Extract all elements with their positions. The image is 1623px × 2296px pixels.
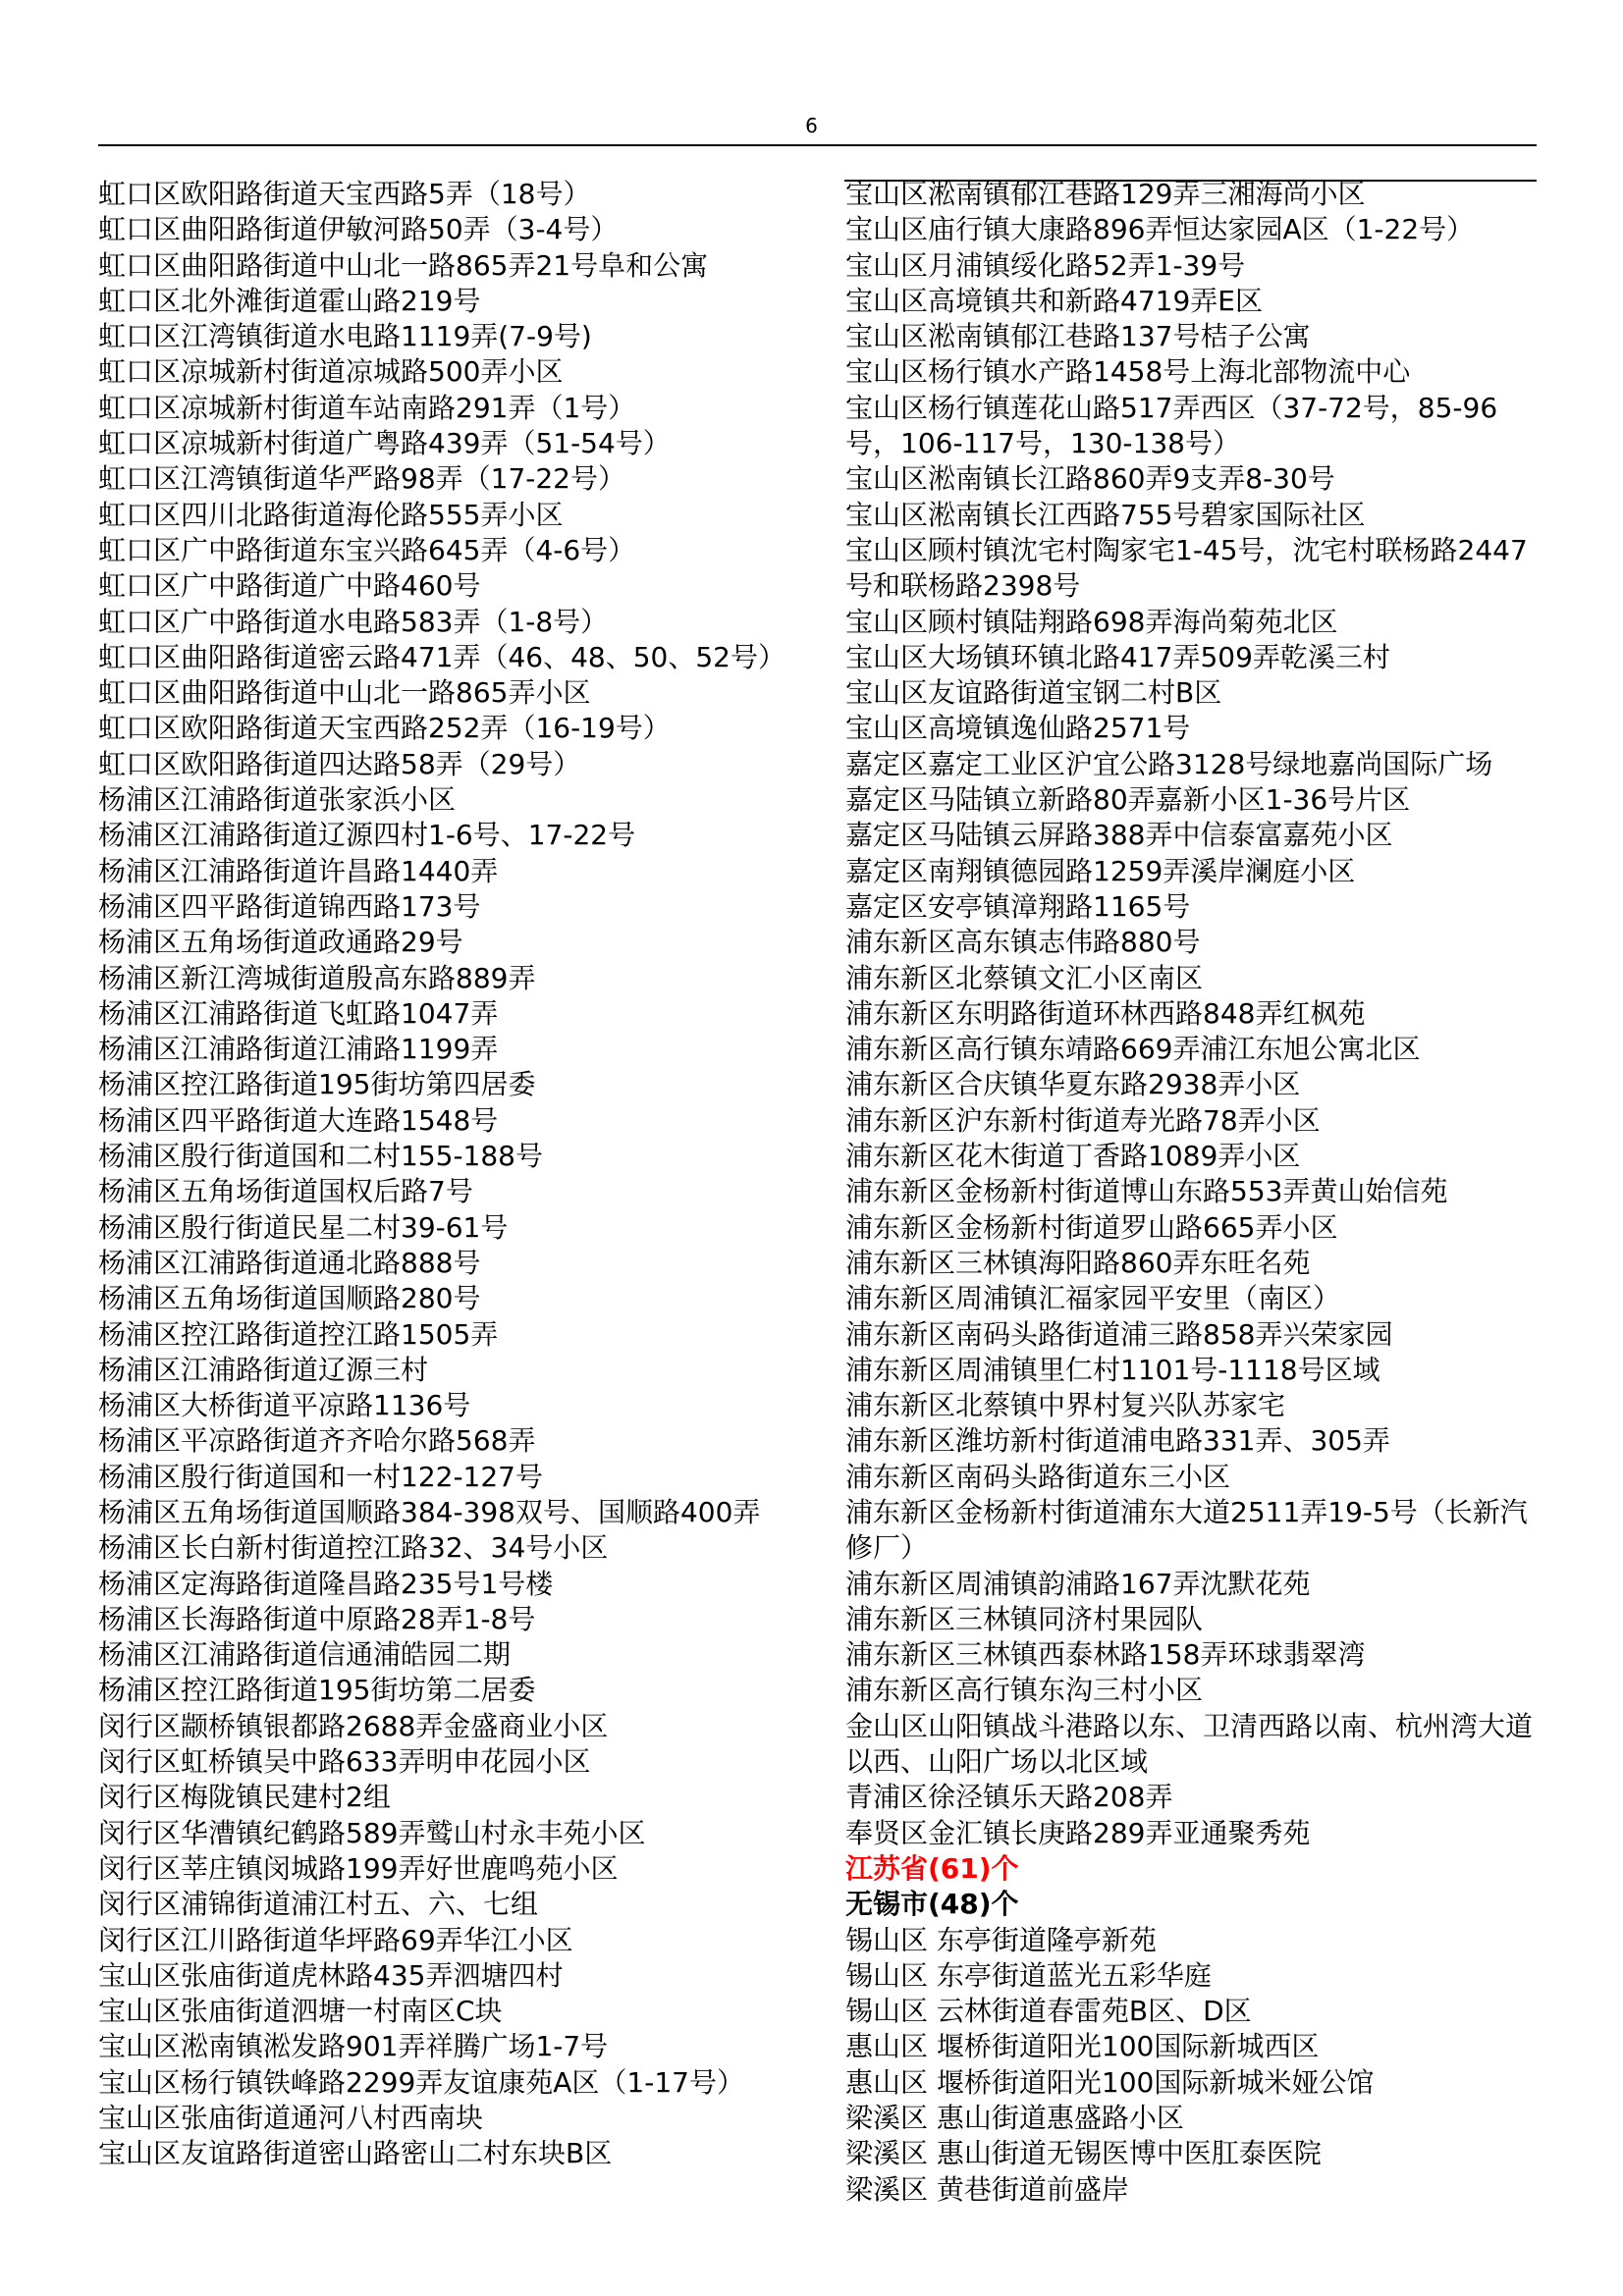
list-item: 虹口区欧阳路街道天宝西路252弄（16-19号） [98, 712, 671, 745]
list-item: 闵行区江川路街道华坪路69弄华江小区 [98, 1923, 573, 1956]
list-item: 宝山区张庙街道泗塘一村南区C块 [98, 1995, 503, 2028]
list-item: 浦东新区沪东新村街道寿光路78弄小区 [845, 1103, 1321, 1137]
list-item: 虹口区凉城新村街道广粤路439弄（51-54号） [98, 427, 671, 460]
list-item: 宝山区高境镇共和新路4719弄E区 [845, 284, 1263, 317]
list-item: 闵行区莘庄镇闵城路199弄好世鹿鸣苑小区 [98, 1851, 619, 1885]
list-item: 闵行区虹桥镇吴中路633弄明申花园小区 [98, 1745, 591, 1779]
list-item: 杨浦区长白新村街道控江路32、34号小区 [98, 1531, 609, 1565]
list-item: 浦东新区金杨新村街道浦东大道2511弄19-5号（长新汽修厂） [845, 1495, 1528, 1565]
list-item: 宝山区淞南镇长江路860弄9支弄8-30号 [845, 462, 1335, 496]
list-item: 嘉定区安亭镇漳翔路1165号 [845, 889, 1191, 923]
list-item: 浦东新区合庆镇华夏东路2938弄小区 [845, 1068, 1301, 1101]
list-item: 闵行区颛桥镇银都路2688弄金盛商业小区 [98, 1709, 609, 1742]
list-item: 梁溪区 惠山街道惠盛路小区 [845, 2102, 1184, 2135]
list-item: 杨浦区江浦路街道张家浜小区 [98, 783, 457, 817]
list-item: 浦东新区三林镇同济村果园队 [845, 1602, 1204, 1635]
list-item: 宝山区张庙街道通河八村西南块 [98, 2102, 484, 2135]
list-item: 宝山区大场镇环镇北路417弄509弄乾溪三村 [845, 640, 1390, 673]
list-item: 宝山区庙行镇大康路896弄恒达家园A区（1-22号） [845, 213, 1475, 246]
list-item: 虹口区凉城新村街道凉城路500弄小区 [98, 355, 564, 389]
right-column-list [845, 177, 1537, 1851]
list-item: 杨浦区定海路街道隆昌路235号1号楼 [98, 1567, 554, 1600]
list-item: 虹口区欧阳路街道天宝西路5弄（18号） [98, 178, 591, 210]
list-item: 杨浦区控江路街道控江路1505弄 [98, 1317, 499, 1351]
list-item: 杨浦区殷行街道国和二村155-188号 [98, 1140, 543, 1173]
list-item: 宝山区杨行镇莲花山路517弄西区（37-72号，85-96号，106-117号，130-138号） [845, 391, 1498, 460]
list-item: 宝山区淞南镇郁江巷路137号桔子公寓 [845, 320, 1311, 353]
list-item: 宝山区顾村镇沈宅村陶家宅1-45号，沈宅村联杨路2447号和联杨路2398号 [845, 533, 1528, 603]
list-item: 浦东新区高行镇东沟三村小区 [845, 1674, 1204, 1707]
city-heading: 无锡市(48)个 [845, 1888, 1019, 1921]
list-item: 虹口区曲阳路街道中山北一路865弄小区 [98, 676, 591, 710]
list-item: 闵行区梅陇镇民建村2组 [98, 1781, 391, 1814]
list-item: 宝山区淞南镇长江西路755号碧家国际社区 [845, 498, 1366, 531]
list-item: 宝山区杨行镇水产路1458号上海北部物流中心 [845, 355, 1411, 389]
list-item: 浦东新区高东镇志伟路880号 [845, 926, 1201, 959]
list-item: 杨浦区江浦路街道辽源四村1-6号、17-22号 [98, 819, 636, 852]
list-item: 梁溪区 惠山街道无锡医博中医肛泰医院 [845, 2137, 1322, 2170]
list-item: 虹口区江湾镇街道水电路1119弄(7-9号) [98, 320, 592, 353]
list-item: 青浦区徐泾镇乐天路208弄 [845, 1781, 1173, 1814]
list-item: 金山区山阳镇战斗港路以东、卫清西路以南、杭州湾大道以西、山阳广场以北区域 [845, 1709, 1534, 1779]
list-item: 嘉定区嘉定工业区沪宜公路3128号绿地嘉尚国际广场 [845, 747, 1493, 780]
list-item: 浦东新区东明路街道环林西路848弄红枫苑 [845, 996, 1366, 1030]
list-item: 浦东新区金杨新村街道罗山路665弄小区 [845, 1210, 1338, 1244]
list-item: 浦东新区三林镇西泰林路158弄环球翡翠湾 [845, 1638, 1366, 1672]
list-item: 杨浦区江浦路街道江浦路1199弄 [98, 1033, 499, 1066]
list-item: 锡山区 云林街道春雷苑B区、D区 [845, 1995, 1252, 2028]
list-item: 杨浦区五角场街道政通路29号 [98, 926, 463, 959]
list-item: 惠山区 堰桥街道阳光100国际新城西区 [845, 2030, 1320, 2063]
header-rule [98, 144, 1537, 146]
list-item: 杨浦区大桥街道平凉路1136号 [98, 1389, 471, 1422]
list-item: 杨浦区控江路街道195街坊第四居委 [98, 1068, 536, 1101]
list-item: 浦东新区高行镇东靖路669弄浦江东旭公寓北区 [845, 1033, 1421, 1066]
list-item: 杨浦区五角场街道国权后路7号 [98, 1175, 473, 1208]
list-item: 浦东新区周浦镇里仁村1101号-1118号区域 [845, 1353, 1380, 1386]
list-item: 虹口区欧阳路街道四达路58弄（29号） [98, 747, 581, 780]
list-item: 杨浦区四平路街道大连路1548号 [98, 1103, 499, 1137]
list-item: 嘉定区南翔镇德园路1259弄溪岸澜庭小区 [845, 854, 1356, 887]
list-item: 杨浦区四平路街道锦西路173号 [98, 889, 481, 923]
list-item: 浦东新区花木街道丁香路1089弄小区 [845, 1140, 1301, 1173]
list-item: 浦东新区北蔡镇文汇小区南区 [845, 961, 1204, 994]
list-item: 奉贤区金汇镇长庚路289弄亚通聚秀苑 [845, 1816, 1311, 1849]
left-column [98, 177, 805, 2172]
list-item: 浦东新区潍坊新村街道浦电路331弄、305弄 [845, 1424, 1390, 1458]
list-item: 杨浦区江浦路街道许昌路1440弄 [98, 854, 499, 887]
list-item: 惠山区 堰桥街道阳光100国际新城米娅公馆 [845, 2065, 1375, 2099]
list-item: 杨浦区江浦路街道飞虹路1047弄 [98, 996, 499, 1030]
list-item: 虹口区凉城新村街道车站南路291弄（1号） [98, 391, 636, 424]
list-item: 宝山区杨行镇铁峰路2299弄友谊康苑A区（1-17号） [98, 2065, 744, 2099]
list-item: 宝山区月浦镇绥化路52弄1-39号 [845, 248, 1246, 282]
list-item: 浦东新区北蔡镇中界村复兴队苏家宅 [845, 1389, 1286, 1422]
list-item: 虹口区广中路街道水电路583弄（1-8号） [98, 605, 609, 638]
list-item: 杨浦区江浦路街道辽源三村 [98, 1353, 429, 1386]
list-item: 宝山区友谊路街道密山路密山二村东块B区 [98, 2137, 613, 2170]
list-item: 虹口区曲阳路街道密云路471弄（46、48、50、52号） [98, 640, 785, 673]
list-item: 虹口区曲阳路街道伊敏河路50弄（3-4号） [98, 213, 619, 246]
list-item: 杨浦区殷行街道国和一村122-127号 [98, 1460, 543, 1493]
list-item: 宝山区淞南镇郁江巷路129弄三湘海尚小区 [845, 178, 1366, 210]
list-item: 杨浦区江浦路街道通北路888号 [98, 1246, 481, 1279]
list-item: 浦东新区周浦镇韵浦路167弄沈默花苑 [845, 1567, 1311, 1600]
list-item: 宝山区友谊路街道宝钢二村B区 [845, 676, 1222, 710]
list-item: 杨浦区江浦路街道信通浦皓园二期 [98, 1638, 512, 1672]
list-item: 浦东新区周浦镇汇福家园平安里（南区） [845, 1282, 1341, 1315]
list-item: 宝山区高境镇逸仙路2571号 [845, 712, 1191, 745]
list-item: 锡山区 东亭街道蓝光五彩华庭 [845, 1958, 1212, 1992]
list-item: 宝山区淞南镇淞发路901弄祥腾广场1-7号 [98, 2030, 609, 2063]
list-item: 梁溪区 黄巷街道前盛岸 [845, 2172, 1129, 2206]
list-item: 浦东新区南码头路街道东三小区 [845, 1460, 1231, 1493]
list-item: 闵行区华漕镇纪鹤路589弄鹫山村永丰苑小区 [98, 1816, 646, 1849]
list-item: 浦东新区三林镇海阳路860弄东旺名苑 [845, 1246, 1311, 1279]
list-item: 杨浦区殷行街道民星二村39-61号 [98, 1210, 509, 1244]
list-item: 杨浦区五角场街道国顺路384-398双号、国顺路400弄 [98, 1495, 761, 1528]
list-item: 杨浦区新江湾城街道殷高东路889弄 [98, 961, 536, 994]
list-item: 嘉定区马陆镇云屏路388弄中信泰富嘉苑小区 [845, 819, 1393, 852]
list-item: 宝山区顾村镇陆翔路698弄海尚菊苑北区 [845, 605, 1338, 638]
right-column [845, 177, 1537, 2208]
list-item: 嘉定区马陆镇立新路80弄嘉新小区1-36号片区 [845, 783, 1411, 817]
page-number: 6 [805, 114, 818, 137]
list-item: 虹口区北外滩街道霍山路219号 [98, 284, 481, 317]
list-item: 锡山区 东亭街道隆亭新苑 [845, 1923, 1157, 1956]
list-item: 宝山区张庙街道虎林路435弄泗塘四村 [98, 1958, 564, 1992]
list-item: 杨浦区控江路街道195街坊第二居委 [98, 1674, 536, 1707]
list-item: 杨浦区长海路街道中原路28弄1-8号 [98, 1602, 536, 1635]
list-item: 虹口区广中路街道广中路460号 [98, 569, 481, 603]
list-item: 浦东新区金杨新村街道博山东路553弄黄山始信苑 [845, 1175, 1448, 1208]
list-item: 虹口区四川北路街道海伦路555弄小区 [98, 498, 564, 531]
list-item: 杨浦区五角场街道国顺路280号 [98, 1282, 481, 1315]
city-district-list [845, 1923, 1537, 2208]
list-item: 浦东新区南码头路街道浦三路858弄兴荣家园 [845, 1317, 1393, 1351]
list-item: 杨浦区平凉路街道齐齐哈尔路568弄 [98, 1424, 536, 1458]
list-item: 虹口区曲阳路街道中山北一路865弄21号阜和公寓 [98, 248, 709, 282]
list-item: 虹口区江湾镇街道华严路98弄（17-22号） [98, 462, 625, 496]
list-item: 虹口区广中路街道东宝兴路645弄（4-6号） [98, 533, 636, 566]
list-item: 闵行区浦锦街道浦江村五、六、七组 [98, 1888, 539, 1921]
province-heading: 江苏省(61)个 [845, 1851, 1019, 1885]
